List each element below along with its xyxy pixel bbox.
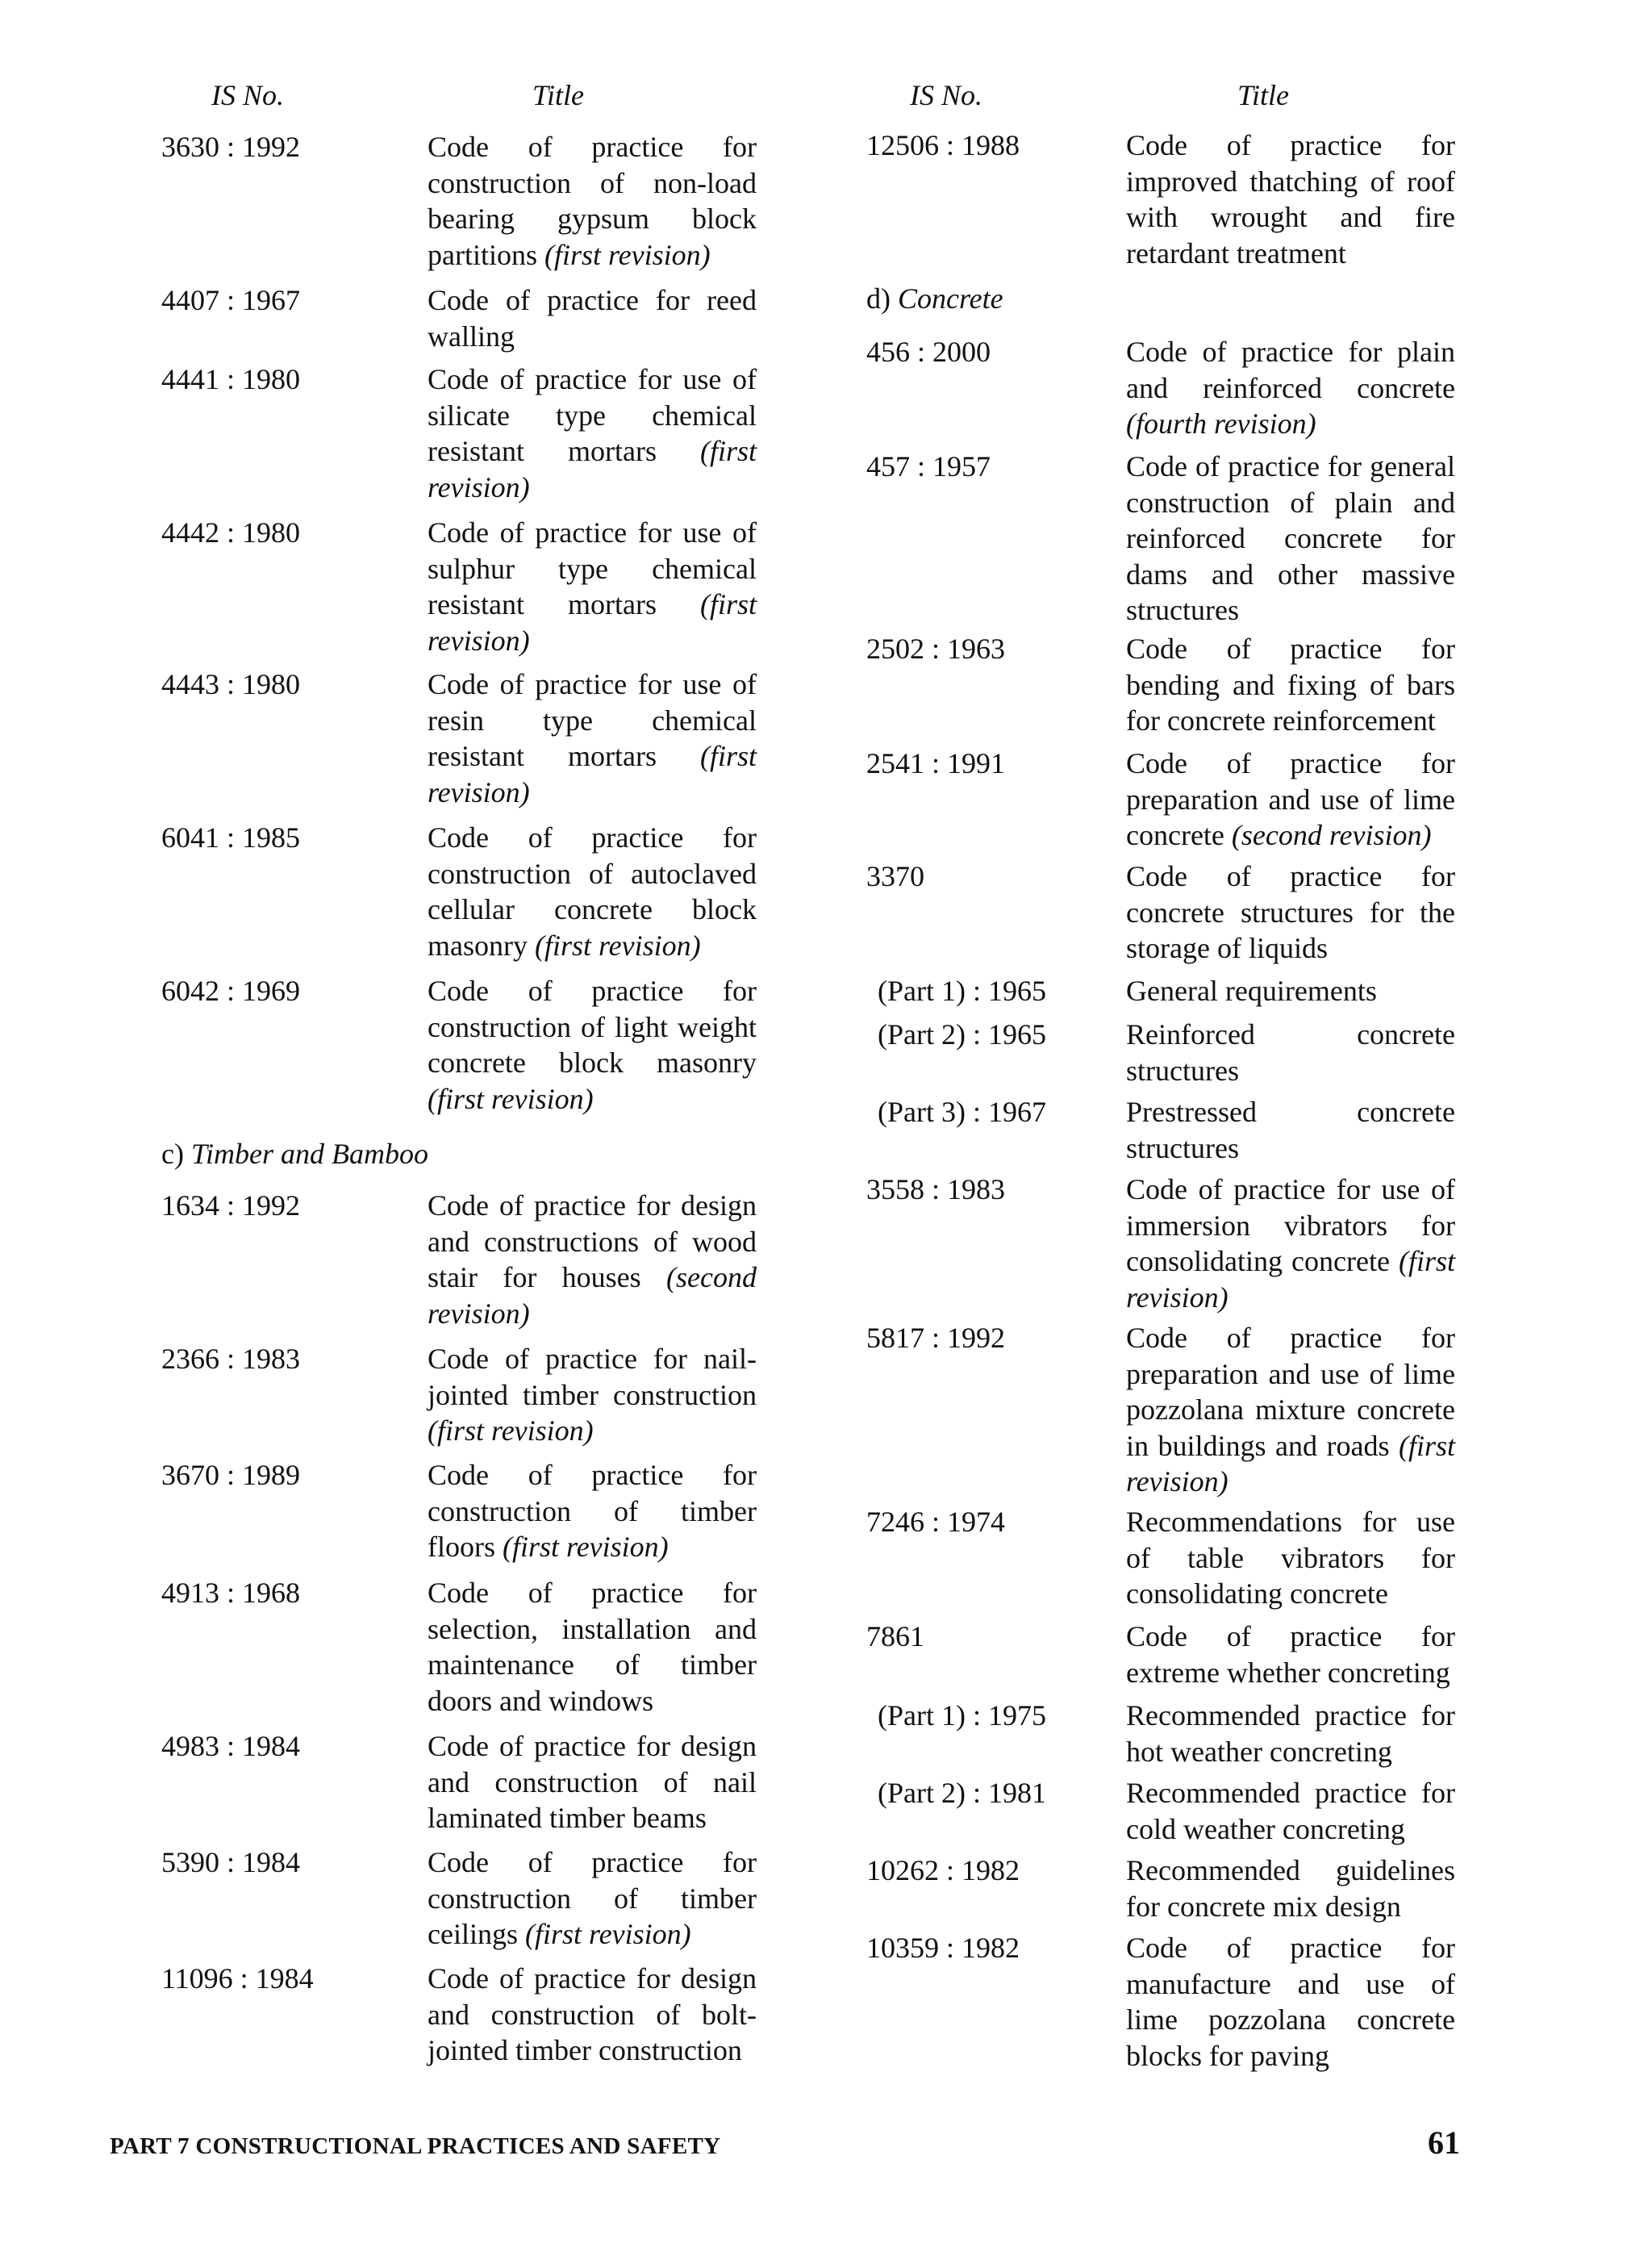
standard-title: Code of practice for preparation and use of lime concrete (second revision)	[1126, 747, 1455, 851]
page-number: 61	[1428, 2124, 1460, 2161]
is-number: 456 : 2000	[866, 336, 991, 368]
standard-title: Code of practice for construction of light weight concrete block masonry (first revision)	[428, 975, 757, 1115]
standard-title: Code of practice for construction of timber ceilings (first revision)	[428, 1846, 757, 1950]
standard-title: Prestressed concrete structures	[1126, 1096, 1455, 1164]
revision-note: (first revision)	[428, 435, 757, 503]
is-number: 457 : 1957	[866, 450, 991, 482]
is-number: 4407 : 1967	[161, 284, 301, 316]
section-letter: d)	[866, 282, 891, 315]
revision-note: (first revision)	[524, 1918, 691, 1950]
is-number: 4442 : 1980	[161, 516, 301, 549]
standard-title: Code of practice for design and constructions of wood stair for houses (second revision)	[428, 1189, 757, 1330]
is-number: 12506 : 1988	[866, 129, 1020, 161]
is-number: 5817 : 1992	[866, 1322, 1006, 1354]
standard-title: Code of practice for improved thatching of roof with wrought and fire retardant treatment	[1126, 129, 1455, 269]
left-title-header: Title	[532, 79, 585, 111]
standard-title: Code of practice for plain and reinforced concrete (fourth revision)	[1126, 336, 1455, 440]
is-number: 10262 : 1982	[866, 1854, 1020, 1886]
is-number: (Part 3) : 1967	[878, 1096, 1046, 1128]
is-number: 3558 : 1983	[866, 1173, 1006, 1205]
revision-note: (first revision)	[503, 1531, 669, 1563]
is-number: 5390 : 1984	[161, 1846, 301, 1878]
section-timber-and-bamboo	[161, 1136, 428, 1172]
revision-note: (first revision)	[1126, 1429, 1455, 1498]
is-number: 7861	[866, 1620, 924, 1652]
standard-title: Code of practice for general construction of plain and reinforced concrete for dams and other massive structures	[1126, 450, 1455, 626]
section-name: Concrete	[898, 282, 1003, 315]
standard-title: Code of practice for use of immersion vibrators for consolidating concrete (first revision)	[1126, 1173, 1455, 1314]
right-isno-header: IS No.	[910, 79, 982, 111]
standard-title: Recommended guidelines for concrete mix design	[1126, 1854, 1455, 1923]
is-number: 4913 : 1968	[161, 1577, 301, 1609]
is-number: 3630 : 1992	[161, 131, 301, 163]
is-number: 1634 : 1992	[161, 1189, 301, 1222]
is-number: 2366 : 1983	[161, 1343, 301, 1375]
is-number: 10359 : 1982	[866, 1932, 1020, 1964]
footer-part-title: PART 7 CONSTRUCTIONAL PRACTICES AND SAFETY	[110, 2133, 721, 2159]
is-number: 2541 : 1991	[866, 747, 1006, 779]
section-letter: c)	[161, 1138, 184, 1170]
standard-title: Recommended practice for hot weather concreting	[1126, 1699, 1455, 1768]
standard-title: Code of practice for use of resin type chemical resistant mortars (first revision)	[428, 668, 757, 808]
standard-title: Code of practice for preparation and use of lime pozzolana mixture concrete in buildings and roads (first revision)	[1126, 1322, 1455, 1498]
standard-title: Code of practice for use of sulphur type chemical resistant mortars (first revision)	[428, 516, 757, 657]
standard-title: Code of practice for design and construction of nail laminated timber beams	[428, 1730, 757, 1834]
standard-title: Code of practice for extreme whether concreting	[1126, 1620, 1455, 1689]
revision-note: (first revision)	[428, 1082, 594, 1115]
revision-note: (second revision)	[1231, 819, 1432, 851]
standard-title: Code of practice for reed walling	[428, 284, 757, 353]
revision-note: (first revision)	[428, 1414, 594, 1447]
revision-note: (first revision)	[1126, 1245, 1455, 1314]
standard-title: Reinforced concrete structures	[1126, 1018, 1455, 1087]
is-number: 7246 : 1974	[866, 1506, 1006, 1538]
revision-note: (first revision)	[428, 740, 757, 808]
standard-title: Recommended practice for cold weather concreting	[1126, 1777, 1455, 1845]
left-isno-header: IS No.	[211, 79, 284, 111]
section-name: Timber and Bamboo	[190, 1138, 428, 1170]
is-number: 4983 : 1984	[161, 1730, 301, 1762]
standard-title: Recommendations for use of table vibrators for consolidating concrete	[1126, 1506, 1455, 1610]
standard-title: General requirements	[1126, 975, 1377, 1007]
is-number: 4443 : 1980	[161, 668, 301, 700]
is-number: 2502 : 1963	[866, 633, 1006, 665]
standard-title: Code of practice for construction of autoclaved cellular concrete block masonry (first revision)	[428, 821, 757, 962]
section-concrete	[866, 281, 1003, 316]
standard-title: Code of practice for concrete structures for the storage of liquids	[1126, 860, 1455, 964]
revision-note: (second revision)	[428, 1261, 757, 1330]
is-number: 6041 : 1985	[161, 821, 301, 854]
right-title-header: Title	[1237, 79, 1290, 111]
standard-title: Code of practice for design and construction of bolt-jointed timber construction	[428, 1962, 757, 2066]
standard-title: Code of practice for nail-jointed timber construction (first revision)	[428, 1343, 757, 1447]
is-number: 4441 : 1980	[161, 363, 301, 395]
is-number: 6042 : 1969	[161, 975, 301, 1007]
standard-title: Code of practice for construction of non-load bearing gypsum block partitions (first revision)	[428, 131, 757, 271]
standard-title: Code of practice for manufacture and use of lime pozzolana concrete blocks for paving	[1126, 1932, 1455, 2072]
is-number: (Part 2) : 1981	[878, 1777, 1046, 1809]
revision-note: (first revision)	[534, 929, 701, 962]
revision-note: (fourth revision)	[1126, 407, 1316, 440]
is-number: 11096 : 1984	[161, 1962, 314, 1995]
revision-note: (first revision)	[428, 588, 757, 657]
revision-note: (first revision)	[544, 238, 711, 271]
standard-title: Code of practice for construction of timber floors (first revision)	[428, 1459, 757, 1563]
is-number: (Part 1) : 1975	[878, 1699, 1046, 1732]
is-number: 3370	[866, 860, 924, 892]
is-number: 3670 : 1989	[161, 1459, 301, 1491]
standard-title: Code of practice for use of silicate type chemical resistant mortars (first revision)	[428, 363, 757, 503]
standard-title: Code of practice for selection, installation and maintenance of timber doors and windows	[428, 1577, 757, 1717]
is-number: (Part 1) : 1965	[878, 975, 1046, 1007]
is-number: (Part 2) : 1965	[878, 1018, 1046, 1051]
standard-title: Code of practice for bending and fixing of bars for concrete reinforcement	[1126, 633, 1455, 737]
